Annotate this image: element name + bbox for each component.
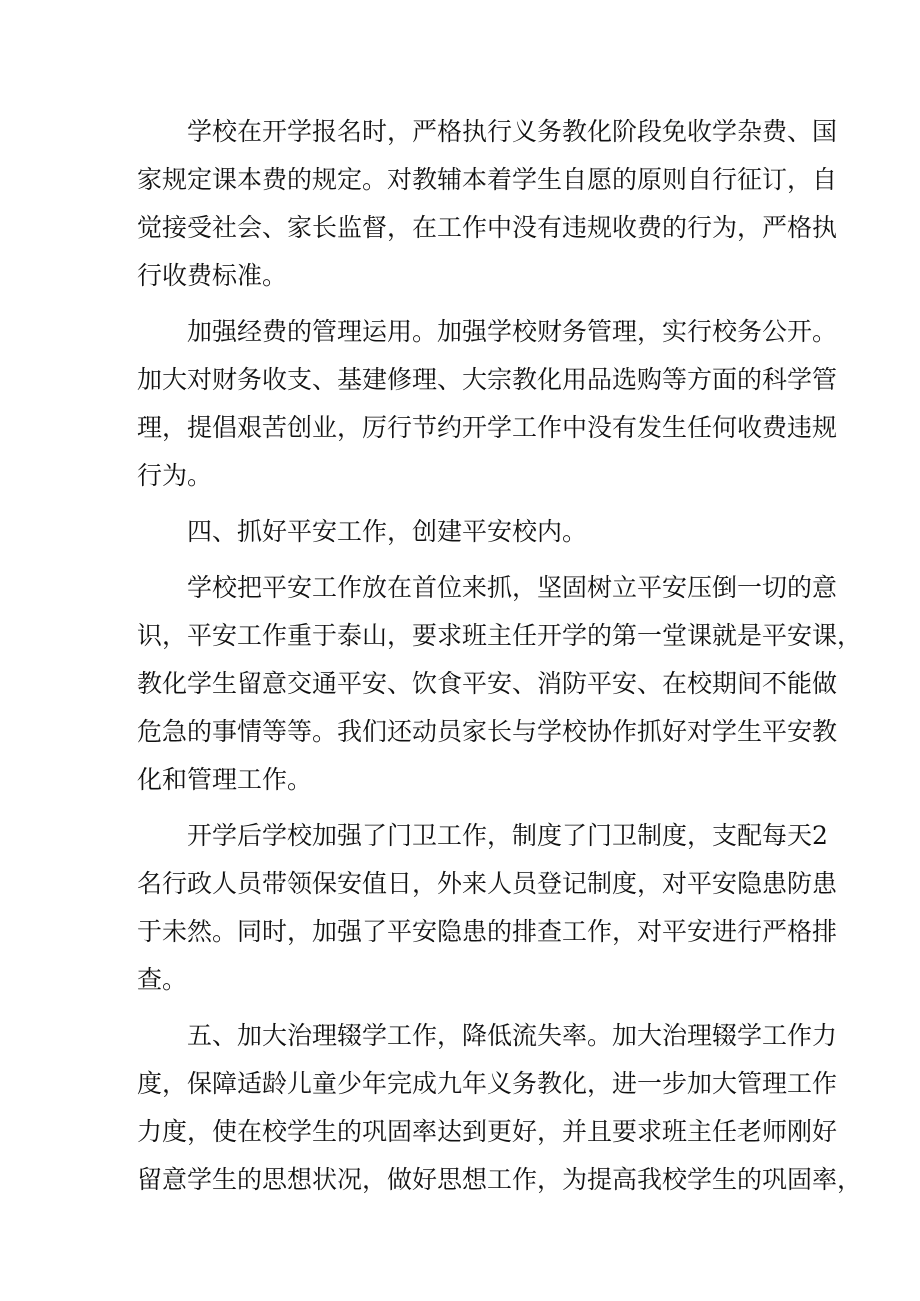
section-heading-4 <box>137 508 799 556</box>
paragraph-5 <box>137 1012 863 1204</box>
text-line: 化和管理工作。 <box>137 765 313 794</box>
paragraph-4 <box>137 812 838 1004</box>
document-body <box>137 108 863 1204</box>
text-line: 行为。 <box>137 461 213 490</box>
text-line: 于未然。同时，加强了平安隐患的排查工作，对平安进行严格排 <box>137 917 838 946</box>
text-line: 行收费标准。 <box>137 261 288 290</box>
section-heading: 四、抓好平安工作，创建平安校内。 <box>187 517 588 546</box>
text-line: 教化学生留意交通平安、饮食平安、消防平安、在校期间不能做 <box>137 669 838 698</box>
text-line: 度，保障适龄儿童少年完成九年义务教化，进一步加大管理工作 <box>137 1069 838 1098</box>
text-line: 查。 <box>137 965 188 994</box>
text-line: 理，提倡艰苦创业，厉行节约开学工作中没有发生任何收费违规 <box>137 413 838 442</box>
text-line: 开学后学校加强了门卫工作，制度了门卫制度，支配每天2 <box>187 821 828 850</box>
text-line: 名行政人员带领保安值日，外来人员登记制度，对平安隐患防患 <box>137 869 838 898</box>
paragraph-1 <box>137 108 838 300</box>
text-line: 家规定课本费的规定。对教辅本着学生自愿的原则自行征订，自 <box>137 165 838 194</box>
paragraph-3 <box>137 564 863 804</box>
text-line: 学校在开学报名时，严格执行义务教化阶段免收学杂费、国 <box>187 117 838 146</box>
text-line: 学校把平安工作放在首位来抓，坚固树立平安压倒一切的意 <box>187 573 838 602</box>
text-line: 五、加大治理辍学工作，降低流失率。加大治理辍学工作力 <box>187 1021 838 1050</box>
text-line: 力度，使在校学生的巩固率达到更好，并且要求班主任老师刚好 <box>137 1117 838 1146</box>
text-line: 留意学生的思想状况，做好思想工作，为提高我校学生的巩固率， <box>137 1165 863 1194</box>
text-line: 加强经费的管理运用。加强学校财务管理，实行校务公开。 <box>187 317 838 346</box>
text-line: 加大对财务收支、基建修理、大宗教化用品选购等方面的科学管 <box>137 365 838 394</box>
text-line: 觉接受社会、家长监督，在工作中没有违规收费的行为，严格执 <box>137 213 838 242</box>
text-line: 识，平安工作重于泰山，要求班主任开学的第一堂课就是平安课， <box>137 621 863 650</box>
paragraph-2 <box>137 308 838 500</box>
text-line: 危急的事情等等。我们还动员家长与学校协作抓好对学生平安教 <box>137 717 838 746</box>
